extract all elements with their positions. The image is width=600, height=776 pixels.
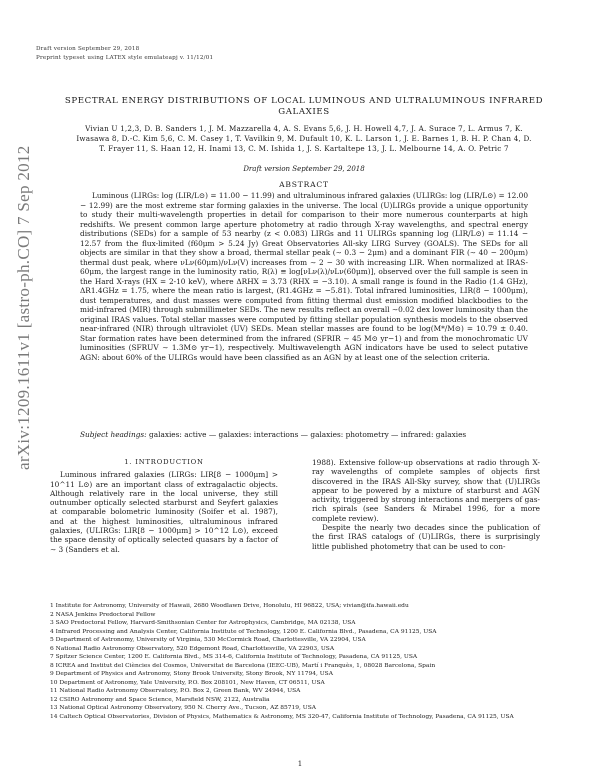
column-left xyxy=(50,458,278,554)
footnote: 13 National Optical Astronomy Observatory, 950 N. Cherry Ave., Tucson, AZ 85719, USA xyxy=(50,705,317,711)
footnote: 10 Department of Astronomy, Yale University, P.O. Box 208101, New Haven, CT 06511, USA xyxy=(50,679,325,686)
abstract-heading: ABSTRACT xyxy=(279,180,329,189)
intro-paragraph-1-continued: 1988). Extensive follow-up observations at radio through X-ray wavelengths of complete samples of objects first discovered in the IRAS All-Sky survey, show that (U)LIRGs appear to be powered by a mixture of starburst and AGN activity, triggered by strong interactions and mergers of gas-rich spirals (see Sanders & Mirabel 1996, for a more complete review). xyxy=(312,458,540,523)
footnote: 2 NASA Jenkins Predoctoral Fellow xyxy=(50,611,156,618)
footnote: 6 National Radio Astronomy Observatory, 520 Edgemont Road, Charlottesville, VA 22903, USA xyxy=(50,645,335,652)
footnote: 3 SAO Predoctoral Fellow, Harvard-Smithsonian Center for Astrophysics, Cambridge, MA 02138, USA xyxy=(50,620,356,626)
page-number: 1 xyxy=(297,760,303,768)
paper-title: SPECTRAL ENERGY DISTRIBUTIONS OF LOCAL LUMINOUS AND ULTRALUMINOUS INFRARED GALAXIES xyxy=(64,96,544,117)
preprint-header: Preprint typeset using LATEX style emulateapj v. 11/12/01 xyxy=(36,55,214,61)
footnote: 1 Institute for Astronomy, University of Hawaii, 2680 Woodlawn Drive, Honolulu, HI 96822, USA; vivian@ifa.hawaii.edu xyxy=(50,603,409,609)
footnote: 9 Department of Physics and Astronomy, Stony Brook University, Stony Brook, NY 11794, USA xyxy=(50,671,333,677)
abstract xyxy=(80,191,528,362)
draft-date: Draft version September 29, 2018 xyxy=(243,165,365,173)
abstract-text: Luminous (LIRGs: log (LIR/L⊙) = 11.00 − 11.99) and ultraluminous infrared galaxies (ULIRGs: log (LIR/L⊙) = 12.00 − 12.99) are the most extreme star forming galaxies in the universe. The local (U)LIRGs provide a unique opportunity to study their multi-wavelength properties in detail for comparison to their more numerous counterparts at high redshifts. We present common large aperture photometry at radio through X-ray wavelengths, and spectral energy distributions (SEDs) for a sample of 53 nearby (z < 0.083) LIRGs and 11 ULIRGs spanning log (LIR/L⊙) = 11.14 − 12.57 from the flux-limited (f60μm > 5.24 Jy) Great Observatories All-sky LIRG Survey (GOALS). The SEDs for all objects are similar in that they show a broad, thermal stellar peak (∼ 0.3 − 2μm) and a dominant FIR (∼ 40 − 200μm) thermal dust peak, where νLν(60μm)/νLν(V) increases from ∼ 2 − 30 with increasing LIR. When normalized at IRAS-60μm, the largest range in the luminosity ratio, R(λ) ≡ log[νLν(λ)/νLν(60μm)], observed over the full sample is seen in the Hard X-rays (HX = 2-10 keV), where ΔRHX = 3.73 (RHX = −3.10). A small range is found in the Radio (1.4 GHz), ΔR1.4GHz = 1.75, where the mean ratio is largest, (R1.4GHz = −5.81). Total infrared luminosities, LIR(8 − 1000μm), dust temperatures, and dust masses were computed from fitting thermal dust emission modified blackbodies to the mid-infrared (MIR) through submillimeter SEDs. The new results reflect an overall ∼0.02 dex lower luminosity than the original IRAS values. Total stellar masses were computed by fitting stellar population synthesis models to the observed near-infrared (NIR) through ultraviolet (UV) SEDs. Mean stellar masses are found to be log(M*/M⊙) = 10.79 ± 0.40. Star formation rates have been determined from the infrared (SFRIR ∼ 45 M⊙ yr−1) and from the monochromatic UV luminosities (SFRUV ∼ 1.3M⊙ yr−1), respectively. Multiwavelength AGN indicators have be used to select putative AGN: about 60% of the ULIRGs would have been classified as an AGN by at least one of the selection criteria. xyxy=(80,191,528,362)
footnote: 11 National Radio Astronomy Observatory, P.O. Box 2, Green Bank, WV 24944, USA xyxy=(50,688,301,694)
draft-version-header: Draft version September 29, 2018 xyxy=(36,46,140,52)
footnote: 7 Spitzer Science Center, 1200 E. California Blvd., MS 314-6, California Institute of Technology, Pasadena, CA 91125, USA xyxy=(50,654,418,660)
footnote: 8 ICREA and Institut del Ciències del Cosmos, Universitat de Barcelona (IEEC-UB), Martí i Franquès, 1, 08028 Barcelona, Spain xyxy=(50,662,436,669)
column-right xyxy=(312,458,540,551)
intro-paragraph-1: Luminous infrared galaxies (LIRGs: LIR[8 − 1000μm] > 10^11 L⊙) are an important class of extragalactic objects. Although relatively rare in the local universe, they still outnumber optically selected starburst and Seyfert galaxies at comparable bolometric luminosity (Soifer et al. 1987), and at the highest luminosities, ultraluminous infrared galaxies, (ULIRGs: LIR[8 − 1000μm] > 10^12 L⊙), exceed the space density of optically selected quasars by a factor of ∼ 3 (Sanders et al. xyxy=(50,470,278,554)
footnote: 14 Caltech Optical Observatories, Division of Physics, Mathematics & Astronomy, MS 320-47, California Institute of Technology, Pasadena, CA 91125, USA xyxy=(50,713,514,720)
section-heading-introduction: 1. INTRODUCTION xyxy=(124,458,204,466)
subject-headings-label: Subject headings: xyxy=(80,430,147,439)
arxiv-watermark[interactable]: arXiv:1209.1611v1 [astro-ph.CO] 7 Sep 2012 xyxy=(14,145,33,470)
author-list: Vivian U 1,2,3, D. B. Sanders 1, J. M. Mazzarella 4, A. S. Evans 5,6, J. H. Howell 4,7, J. A. Surace 7, L. Armus 7, K. Iwasawa 8, D.-C. Kim 5,6, C. M. Casey 1, T. Vavilkin 9, M. Dufault 10, K. L. Larson 1, J. E. Barnes 1, B. H. P. Chan 4, D. T. Frayer 11, S. Haan 12, H. Inami 13, C. M. Ishida 1, J. S. Kartaltepe 13, J. L. Melbourne 14, A. O. Petric 7 xyxy=(76,124,532,153)
intro-paragraph-2: Despite the nearly two decades since the publication of the first IRAS catalogs of (U)LIRGs, there is surprisingly little published photometry that can be used to con- xyxy=(312,523,540,551)
subject-headings-text: galaxies: active — galaxies: interactions — galaxies: photometry — infrared: galaxies xyxy=(149,430,467,439)
footnote: 12 CSIRO Astronomy and Space Science, Marsfield NSW, 2122, Australia xyxy=(50,696,270,703)
footnote: 5 Department of Astronomy, University of Virginia, 530 McCormick Road, Charlottesville, VA 22904, USA xyxy=(50,637,366,643)
subject-headings xyxy=(80,430,528,440)
affiliation-footnotes xyxy=(50,602,550,721)
footnote: 4 Infrared Processing and Analysis Center, California Institute of Technology, 1200 E. California Blvd., Pasadena, CA 91125, USA xyxy=(50,628,437,635)
